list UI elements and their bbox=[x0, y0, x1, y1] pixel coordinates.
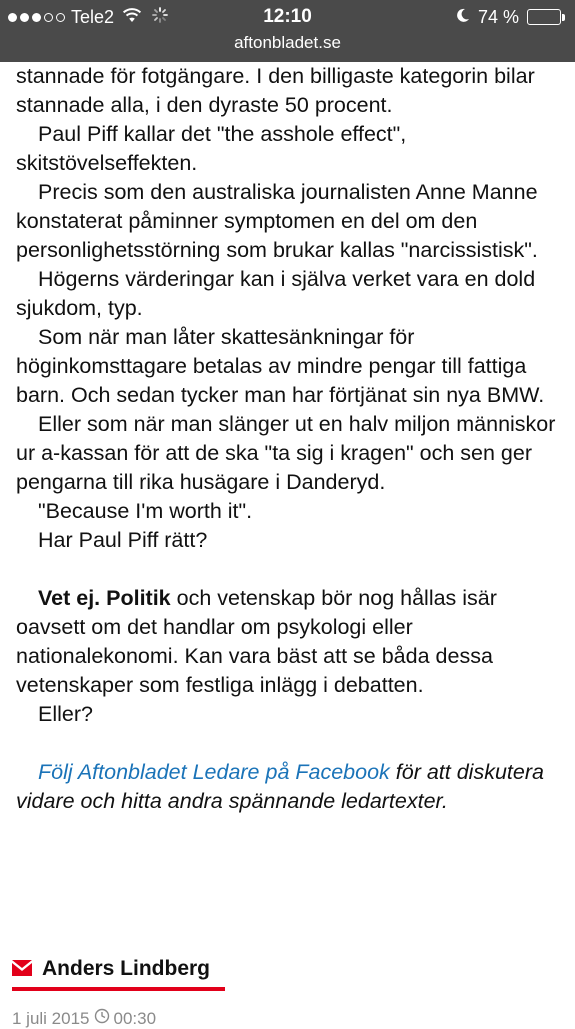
article-paragraph: Eller som när man slänger ut en halv miljon människor ur a-kassan för att de ska "ta sig i kragen" och sen ger pengarna till rika husägare i Danderyd. bbox=[16, 412, 556, 494]
facebook-promo-text: för att diskutera vidare och hitta andra spännande ledartexter. bbox=[16, 760, 544, 813]
article-paragraph bbox=[16, 584, 561, 700]
status-right bbox=[456, 6, 565, 28]
moon-icon bbox=[456, 7, 470, 28]
article-paragraph: stannade för fotgängare. I den billigaste kategorin bilar stannade alla, i den dyraste 50 procent. bbox=[16, 64, 535, 117]
battery-percent: 74 % bbox=[477, 6, 519, 27]
article-paragraph: "Because I'm worth it". bbox=[38, 499, 253, 523]
status-time: 12:10 bbox=[263, 6, 312, 27]
publish-date bbox=[12, 1008, 156, 1029]
facebook-promo bbox=[16, 758, 561, 816]
mail-icon[interactable] bbox=[12, 960, 32, 981]
author-name[interactable]: Anders Lindberg bbox=[42, 956, 211, 980]
paragraph-text: och vetenskap bör nog hållas isär oavsett om det handlar om psykologi eller nationalekonomi. Kan vara bäst att se båda dessa vetenskaper som festliga inlägg i debatten. bbox=[16, 586, 497, 697]
article-paragraph: Högerns värderingar kan i själva verket vara en dold sjukdom, typ. bbox=[16, 267, 536, 320]
facebook-link[interactable]: Följ Aftonbladet Ledare på Facebook bbox=[38, 760, 390, 784]
author-byline[interactable] bbox=[12, 956, 225, 991]
time-text: 00:30 bbox=[113, 1008, 157, 1028]
battery-icon bbox=[527, 9, 565, 25]
article-body bbox=[16, 62, 561, 816]
status-bar bbox=[0, 0, 575, 62]
article-paragraph: Eller? bbox=[38, 702, 93, 726]
paragraph-lead-bold: Vet ej. Politik bbox=[38, 586, 171, 610]
article-paragraph: Paul Piff kallar det "the asshole effect", skitstövelseffekten. bbox=[16, 122, 407, 175]
carrier-name: Tele2 bbox=[71, 6, 115, 27]
article-paragraph: Precis som den australiska journalisten Anne Manne konstaterat påminner symptomen en del om den personlighetsstörning som brukar kallas "narcissistisk". bbox=[16, 180, 538, 262]
date-text: 1 juli 2015 bbox=[12, 1008, 90, 1028]
address-bar-url[interactable]: aftonbladet.se bbox=[234, 33, 341, 52]
article-paragraph: Har Paul Piff rätt? bbox=[38, 528, 208, 552]
clock-icon bbox=[94, 1008, 110, 1029]
article-paragraph: Som när man låter skattesänkningar för höginkomsttagare betalas av mindre pengar till fattiga barn. Och sedan tycker man har förtjänat sin nya BMW. bbox=[16, 325, 545, 407]
